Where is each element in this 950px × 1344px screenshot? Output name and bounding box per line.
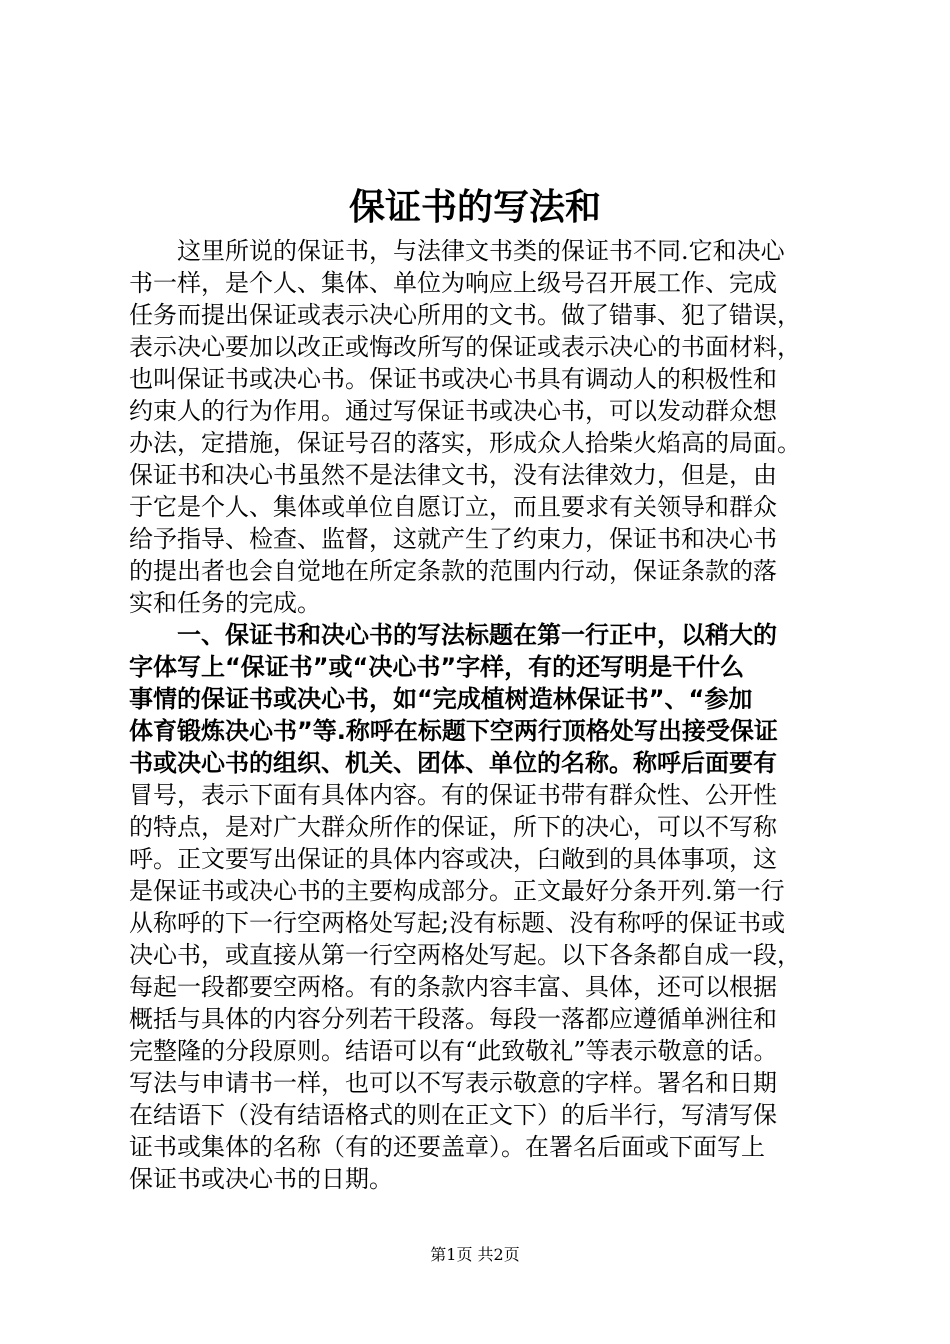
body-line: 证书或集体的名称（有的还要盖章）。在署名后面或下面写上 bbox=[129, 1133, 765, 1161]
body-line: 办法，定措施，保证号召的落实，形成众人拾柴火焰高的局面。 bbox=[129, 429, 801, 457]
body-line: 概括与具体的内容分列若干段落。每段一落都应遵循单洲往和 bbox=[129, 1005, 777, 1033]
body-line: 的特点，是对广大群众所作的保证，所下的决心，可以不写称 bbox=[129, 813, 777, 841]
body-line: 也叫保证书或决心书。保证书或决心书具有调动人的积极性和 bbox=[129, 365, 777, 393]
body-line: 每起一段都要空两格。有的条款内容丰富、具体，还可以根据 bbox=[129, 973, 777, 1001]
body-line: 于它是个人、集体或单位自愿订立，而且要求有关领导和群众 bbox=[129, 493, 777, 521]
body-line-bold: 体育锻炼决心书”等.称呼在标题下空两行顶格处写出接受保证 bbox=[129, 717, 778, 745]
body-line-bold: 一、保证书和决心书的写法标题在第一行正中，以稍大的 bbox=[129, 621, 777, 649]
body-line: 是保证书或决心书的主要构成部分。正文最好分条开列.第一行 bbox=[129, 877, 785, 905]
body-line: 约束人的行为作用。通过写保证书或决心书，可以发动群众想 bbox=[129, 397, 777, 425]
body-line: 保证书或决心书的日期。 bbox=[129, 1165, 393, 1193]
body-line: 写法与申请书一样，也可以不写表示敬意的字样。署名和日期 bbox=[129, 1069, 777, 1097]
document-title: 保证书的写法和 bbox=[348, 187, 601, 228]
body-line: 这里所说的保证书，与法律文书类的保证书不同.它和决心 bbox=[129, 237, 785, 265]
body-line: 完整隆的分段原则。结语可以有“此致敬礼”等表示敬意的话。 bbox=[129, 1037, 778, 1065]
body-line: 决心书，或直接从第一行空两格处写起。以下各条都自成一段， bbox=[129, 941, 801, 969]
body-line: 实和任务的完成。 bbox=[129, 589, 321, 617]
body-line: 呼。正文要写出保证的具体内容或决，臼敞到的具体事项，这 bbox=[129, 845, 777, 873]
body-line: 保证书和决心书虽然不是法律文书，没有法律效力，但是，由 bbox=[129, 461, 777, 489]
body-line: 从称呼的下一行空两格处写起;没有标题、没有称呼的保证书或 bbox=[129, 909, 786, 937]
body-line: 书一样，是个人、集体、单位为响应上级号召开展工作、完成 bbox=[129, 269, 777, 297]
body-line: 的提出者也会自觉地在所定条款的范围内行动，保证条款的落 bbox=[129, 557, 777, 585]
page-footer: 第1页 共2页 bbox=[430, 1245, 520, 1264]
body-line: 冒号，表示下面有具体内容。有的保证书带有群众性、公开性 bbox=[129, 781, 777, 809]
body-line: 在结语下（没有结语格式的则在正文下）的后半行，写清写保 bbox=[129, 1101, 777, 1129]
body-line-bold: 事情的保证书或决心书，如“完成植树造林保证书”、“参加 bbox=[129, 685, 753, 713]
body-line: 表示决心要加以改正或悔改所写的保证或表示决心的书面材料， bbox=[129, 333, 801, 361]
body-line-bold: 字体写上“保证书”或“决心书”字样，有的还写明是干什么 bbox=[129, 653, 745, 681]
body-line-bold: 书或决心书的组织、机关、团体、单位的名称。称呼后面要有 bbox=[129, 749, 777, 777]
body-line: 任务而提出保证或表示决心所用的文书。做了错事、犯了错误， bbox=[129, 301, 801, 329]
body-line: 给予指导、检查、监督，这就产生了约束力，保证书和决心书 bbox=[129, 525, 777, 553]
